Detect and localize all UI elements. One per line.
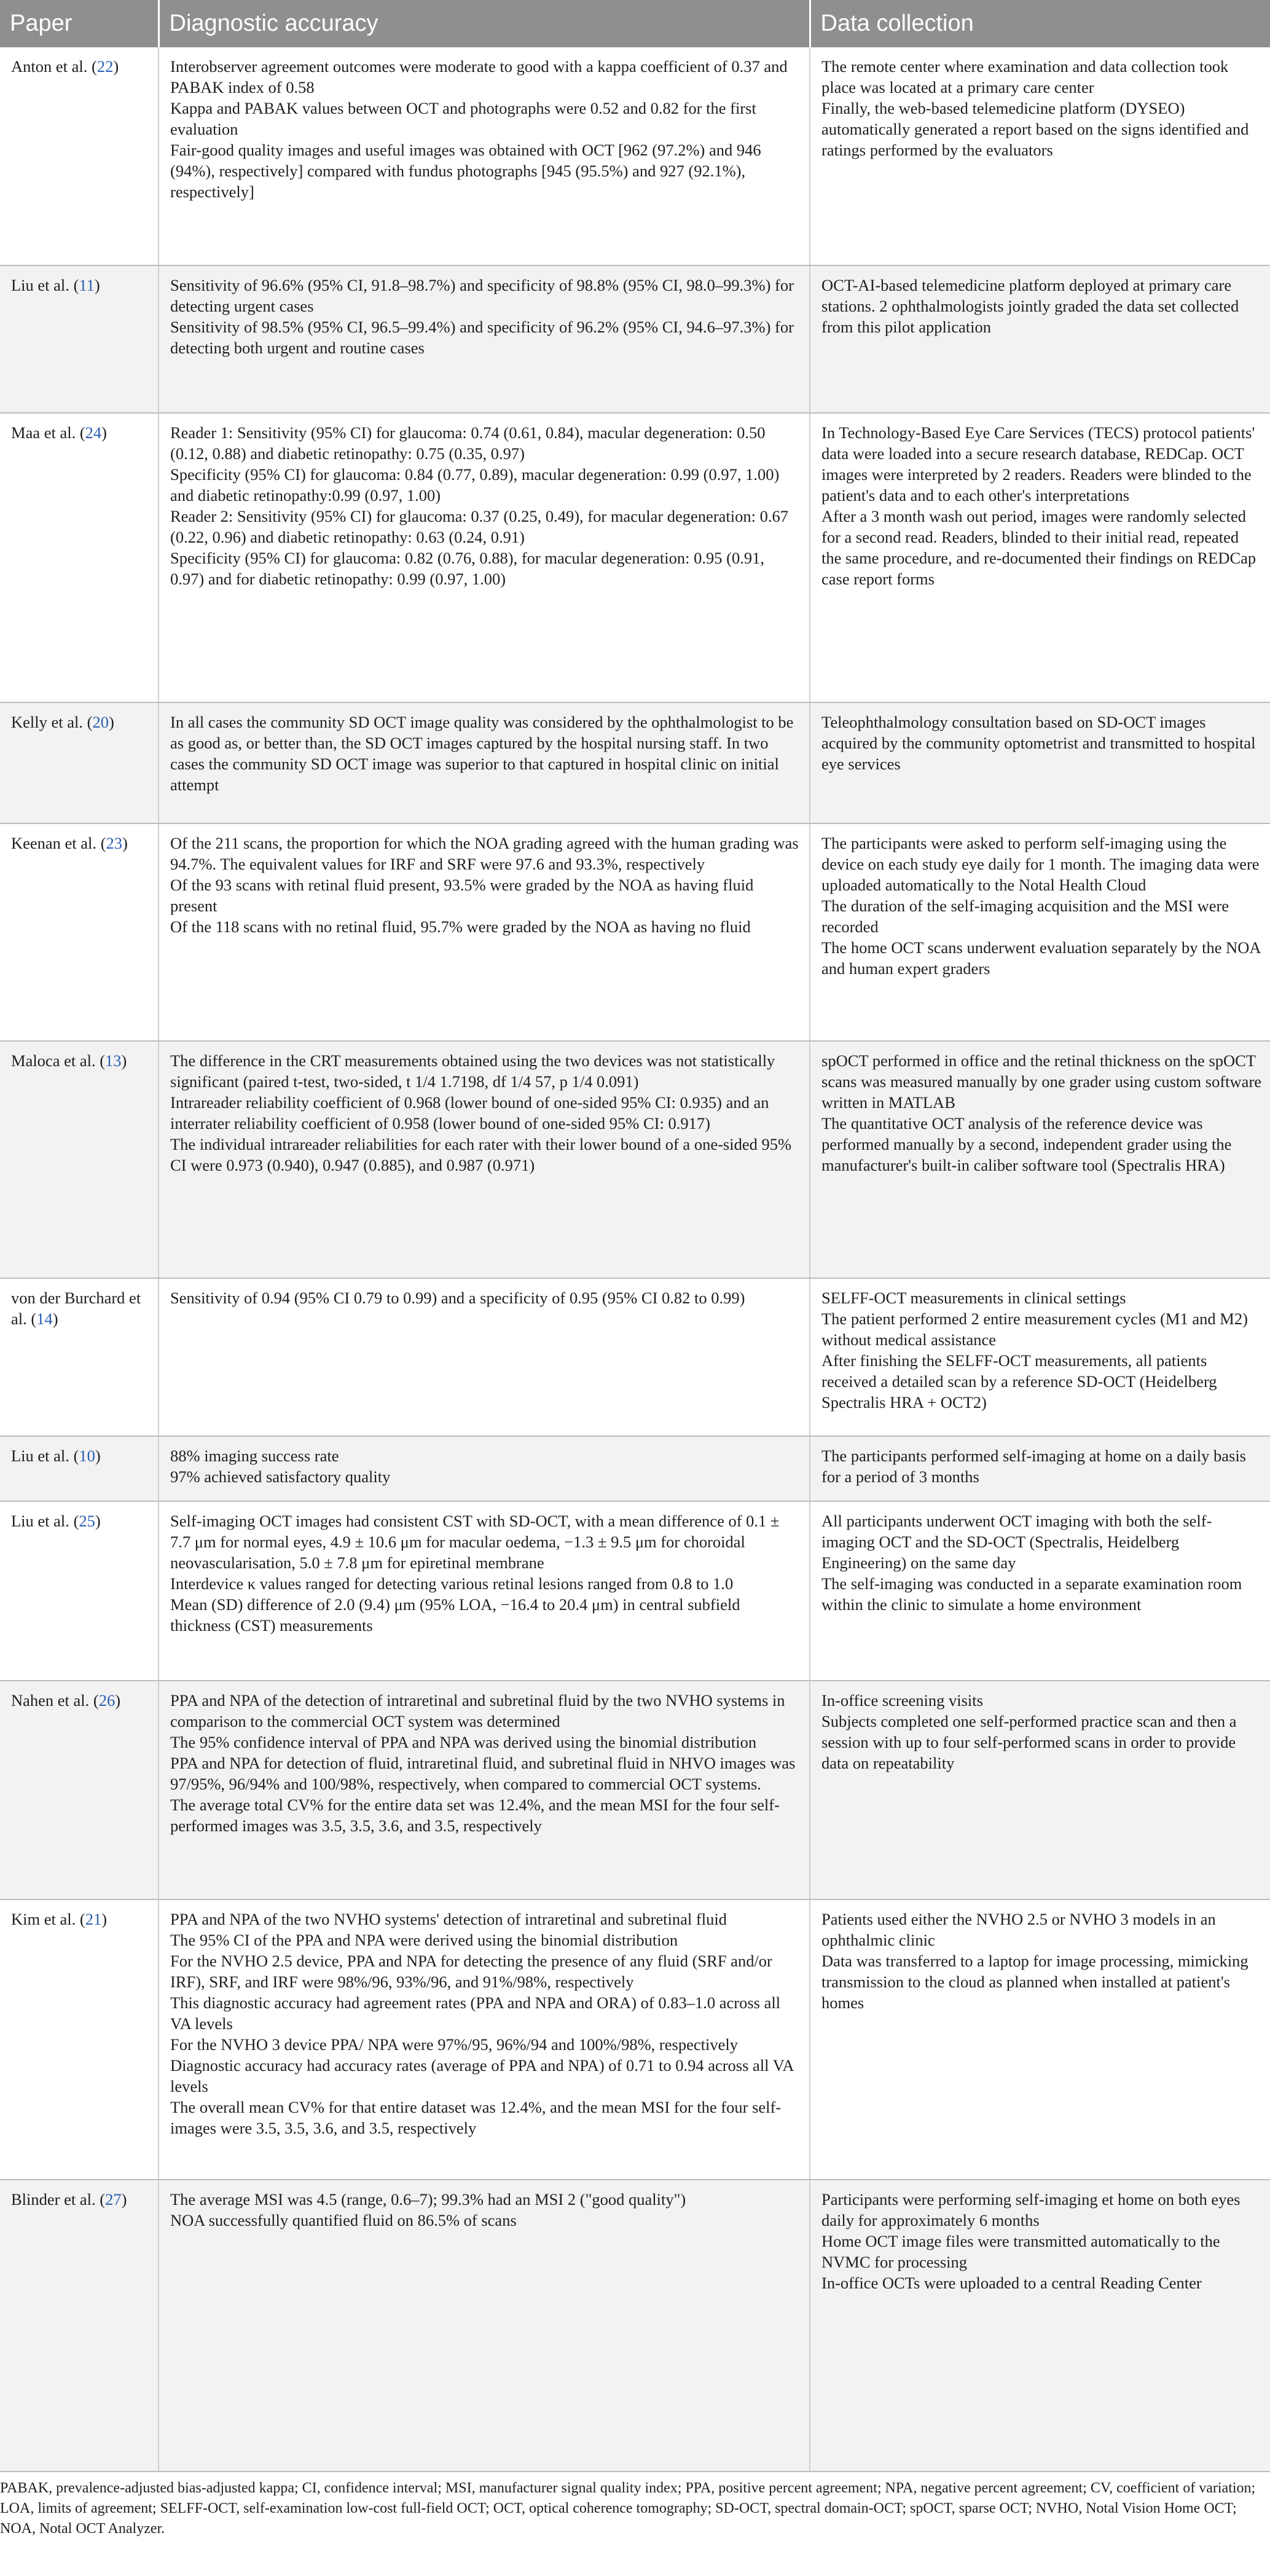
paper-cell: Liu et al. (10) xyxy=(0,1436,159,1501)
citation-link[interactable]: 14 xyxy=(36,1309,53,1328)
citation-link[interactable]: 10 xyxy=(79,1447,95,1466)
collection-line: The participants were asked to perform self-imaging using the device on each study eye daily for 1 month. The imaging data were uploaded automatically to the Notal Health Cloud xyxy=(821,834,1260,895)
data-collection-cell xyxy=(810,1436,1270,1501)
diagnostic-accuracy-cell xyxy=(159,1501,810,1681)
accuracy-line: In all cases the community SD OCT image quality was considered by the ophthalmologist to be as good as, or better than, the SD OCT images captured by the hospital nursing staff. In two cases the community SD OCT image was superior to that captured in hospital clinic on initial attempt xyxy=(170,712,794,794)
collection-line: In-office OCTs were uploaded to a central Reading Center xyxy=(821,2273,1202,2292)
data-collection-cell xyxy=(810,1278,1270,1437)
paper-cell: Maloca et al. (13) xyxy=(0,1041,159,1278)
collection-line: The home OCT scans underwent evaluation separately by the NOA and human expert graders xyxy=(821,938,1261,978)
table-header xyxy=(0,0,1270,47)
collection-line: In-office screening visits xyxy=(821,1691,983,1710)
collection-line: Home OCT image files were transmitted automatically to the NVMC for processing xyxy=(821,2231,1220,2271)
paper-author: Liu et al. xyxy=(11,1511,69,1530)
accuracy-line: Specificity (95% CI) for glaucoma: 0.82 (0.76, 0.88), for macular degeneration: 0.95 (0.91, 0.97) and for diabetic retinopathy: 0.99 (0.97, 1.00) xyxy=(170,549,764,589)
accuracy-line: Mean (SD) difference of 2.0 (9.4) μm (95% LOA, −16.4 to 20.4 μm) in central subfield thickness (CST) measurements xyxy=(170,1595,740,1635)
collection-line: After a 3 month wash out period, images were randomly selected for a second read. Readers, blinded to their initial read, repeated the same procedure, and re-documented their findings on REDCap case report forms xyxy=(821,507,1256,589)
collection-line: All participants underwent OCT imaging with both the self-imaging OCT and the SD-OCT (Spectralis, Heidelberg Engineering) on the same day xyxy=(821,1511,1212,1572)
accuracy-line: Of the 211 scans, the proportion for which the NOA grading agreed with the human grading was 94.7%. The equivalent values for IRF and SRF were 97.6 and 93.3%, respectively xyxy=(170,834,799,874)
table-body xyxy=(0,47,1270,2472)
accuracy-line: For the NVHO 3 device PPA/ NPA were 97%/95, 96%/94 and 100%/98%, respectively xyxy=(170,2035,738,2054)
accuracy-line: Sensitivity of 96.6% (95% CI, 91.8–98.7%) and specificity of 98.8% (95% CI, 98.0–99.3%) for detecting urgent cases xyxy=(170,276,794,316)
paper-author: Maa et al. xyxy=(11,423,76,442)
diagnostic-accuracy-cell xyxy=(159,1041,810,1278)
accuracy-line: Sensitivity of 98.5% (95% CI, 96.5–99.4%) and specificity of 96.2% (95% CI, 94.6–97.3%) for detecting both urgent and routine cases xyxy=(170,318,794,358)
accuracy-line: PPA and NPA of the detection of intraretinal and subretinal fluid by the two NVHO systems in comparison to the commercial OCT system was determined xyxy=(170,1691,785,1731)
table-row xyxy=(0,1436,1270,1501)
collection-line: Subjects completed one self-performed practice scan and then a session with up to four self-performed scans in order to provide data on repeatability xyxy=(821,1712,1237,1773)
table-row xyxy=(0,1041,1270,1278)
accuracy-line: Sensitivity of 0.94 (95% CI 0.79 to 0.99) and a specificity of 0.95 (95% CI 0.82 to 0.99) xyxy=(170,1288,745,1307)
citation-link[interactable]: 21 xyxy=(85,1909,102,1928)
data-collection-cell xyxy=(810,265,1270,413)
table-row xyxy=(0,1681,1270,1899)
accuracy-line: PPA and NPA of the two NVHO systems' detection of intraretinal and subretinal fluid xyxy=(170,1909,727,1928)
table-row xyxy=(0,1278,1270,1437)
collection-line: The participants performed self-imaging at home on a daily basis for a period of 3 months xyxy=(821,1447,1246,1486)
collection-line: Patients used either the NVHO 2.5 or NVHO 3 models in an ophthalmic clinic xyxy=(821,1909,1216,1949)
table-row xyxy=(0,2180,1270,2472)
paper-author: Anton et al. xyxy=(11,57,88,76)
collection-line: spOCT performed in office and the retinal thickness on the spOCT scans was measured manually by one grader using custom software written in MATLAB xyxy=(821,1051,1262,1112)
collection-line: In Technology-Based Eye Care Services (TECS) protocol patients' data were loaded into a secure research database, REDCap. OCT images were interpreted by 2 readers. Readers were blinded to the patient's data and to each other's interpretations xyxy=(821,423,1255,505)
header-paper: Paper xyxy=(0,0,159,47)
data-collection-cell xyxy=(810,2180,1270,2472)
paper-author: Keenan et al. xyxy=(11,834,97,853)
table-row xyxy=(0,413,1270,702)
paper-author: Nahen et al. xyxy=(11,1691,90,1710)
accuracy-line: The average MSI was 4.5 (range, 0.6–7); 99.3% had an MSI 2 ("good quality") xyxy=(170,2189,686,2209)
table-row xyxy=(0,823,1270,1041)
collection-line: Teleophthalmology consultation based on SD-OCT images acquired by the community optometrist and transmitted to hospital eye services xyxy=(821,712,1256,773)
diagnostic-accuracy-cell xyxy=(159,1681,810,1899)
collection-line: The remote center where examination and data collection took place was located at a primary care center xyxy=(821,57,1229,96)
header-data-collection: Data collection xyxy=(810,0,1270,47)
paper-cell: Blinder et al. (27) xyxy=(0,2180,159,2472)
accuracy-line: Specificity (95% CI) for glaucoma: 0.84 (0.77, 0.89), macular degeneration: 0.99 (0.97, 1.00) and diabetic retinopathy:0.99 (0.97, 1.00) xyxy=(170,465,780,505)
accuracy-line: The individual intrareader reliabilities for each rater with their lower bound of a one-sided 95% CI were 0.973 (0.940), 0.947 (0.885), and 0.987 (0.971) xyxy=(170,1135,792,1175)
accuracy-line: Fair-good quality images and useful images was obtained with OCT [962 (97.2%) and 946 (94%), respectively] compared with fundus photographs [945 (95.5%) and 927 (92.1%), respectively] xyxy=(170,141,761,201)
citation-link[interactable]: 25 xyxy=(79,1511,95,1530)
paper-cell: Liu et al. (25) xyxy=(0,1501,159,1681)
citation-link[interactable]: 13 xyxy=(105,1051,122,1070)
paper-cell: Kim et al. (21) xyxy=(0,1899,159,2180)
header-diagnostic-accuracy: Diagnostic accuracy xyxy=(159,0,810,47)
accuracy-line: Of the 93 scans with retinal fluid present, 93.5% were graded by the NOA as having fluid present xyxy=(170,876,754,916)
table-row xyxy=(0,1899,1270,2180)
diagnostic-accuracy-cell xyxy=(159,1899,810,2180)
accuracy-line: This diagnostic accuracy had agreement rates (PPA and NPA and ORA) of 0.83–1.0 across all VA levels xyxy=(170,1993,781,2033)
diagnostic-accuracy-cell xyxy=(159,1436,810,1501)
diagnostic-accuracy-cell xyxy=(159,1278,810,1437)
data-collection-cell xyxy=(810,823,1270,1041)
data-collection-cell xyxy=(810,47,1270,265)
paper-author: Kim et al. xyxy=(11,1909,76,1928)
table-row xyxy=(0,1501,1270,1681)
collection-line: The duration of the self-imaging acquisition and the MSI were recorded xyxy=(821,897,1229,937)
citation-link[interactable]: 20 xyxy=(92,712,109,731)
paper-author: Liu et al. xyxy=(11,276,69,295)
accuracy-line: The 95% CI of the PPA and NPA were derived using the binomial distribution xyxy=(170,1930,678,1949)
accuracy-line: Interdevice κ values ranged for detecting various retinal lesions ranged from 0.8 to 1.0 xyxy=(170,1574,734,1593)
paper-cell: von der Burchard et al. (14) xyxy=(0,1278,159,1437)
table-row xyxy=(0,47,1270,265)
citation-link[interactable]: 26 xyxy=(98,1691,116,1710)
accuracy-line: Diagnostic accuracy had accuracy rates (average of PPA and NPA) of 0.71 to 0.94 across all VA levels xyxy=(170,2056,794,2095)
accuracy-line: 97% achieved satisfactory quality xyxy=(170,1467,391,1486)
collection-line: SELFF-OCT measurements in clinical settings xyxy=(821,1288,1126,1307)
data-collection-cell xyxy=(810,413,1270,702)
accuracy-line: Self-imaging OCT images had consistent CST with SD-OCT, with a mean difference of 0.1 ± 7.7 μm for normal eyes, 4.9 ± 10.6 μm for macular oedema, −1.3 ± 9.5 μm for choroidal neovascularisation, 5.0 ± 7.8 μm for epiretinal membrane xyxy=(170,1511,780,1572)
collection-line: Data was transferred to a laptop for image processing, mimicking transmission to the cloud as planned when installed at patient's homes xyxy=(821,1951,1248,2012)
accuracy-line: The average total CV% for the entire data set was 12.4%, and the mean MSI for the four self-performed images was 3.5, 3.5, 3.6, and 3.5, respectively xyxy=(170,1796,780,1836)
accuracy-line: The difference in the CRT measurements obtained using the two devices was not statistically significant (paired t-test, two-sided, t 1/4 1.7198, df 1/4 57, p 1/4 0.091) xyxy=(170,1051,775,1091)
collection-line: The patient performed 2 entire measurement cycles (M1 and M2) without medical assistance xyxy=(821,1309,1248,1349)
paper-author: Liu et al. xyxy=(11,1447,69,1466)
accuracy-line: Interobserver agreement outcomes were moderate to good with a kappa coefficient of 0.37 and PABAK index of 0.58 xyxy=(170,57,788,96)
collection-line: The self-imaging was conducted in a separate examination room within the clinic to simulate a home environment xyxy=(821,1574,1242,1614)
data-collection-cell xyxy=(810,702,1270,823)
paper-cell: Keenan et al. (23) xyxy=(0,823,159,1041)
citation-link[interactable]: 23 xyxy=(106,834,123,853)
accuracy-line: Reader 2: Sensitivity (95% CI) for glaucoma: 0.37 (0.25, 0.49), for macular degeneration: 0.67 (0.22, 0.96) and diabetic retinopathy: 0.63 (0.24, 0.91) xyxy=(170,507,788,547)
citation-link[interactable]: 11 xyxy=(79,276,95,295)
paper-author: Blinder et al. xyxy=(11,2189,96,2209)
collection-line: Finally, the web-based telemedicine platform (DYSEO) automatically generated a report based on the signs identified and ratings performed by the evaluators xyxy=(821,99,1249,159)
citation-link[interactable]: 27 xyxy=(105,2189,122,2209)
accuracy-line: Kappa and PABAK values between OCT and photographs were 0.52 and 0.82 for the first evaluation xyxy=(170,99,756,138)
paper-author: von der Burchard et al. xyxy=(11,1288,141,1328)
accuracy-line: The 95% confidence interval of PPA and NPA was derived using the binomial distribution xyxy=(170,1733,757,1752)
accuracy-line: The overall mean CV% for that entire dataset was 12.4%, and the mean MSI for the four self-images were 3.5, 3.5, 3.6, and 3.5, respectively xyxy=(170,2097,782,2137)
accuracy-line: Intrareader reliability coefficient of 0.968 (lower bound of one-sided 95% CI: 0.935) and an interrater reliability coefficient of 0.958 (lower bound of one-sided 95% CI: 0.917) xyxy=(170,1093,769,1133)
paper-cell: Kelly et al. (20) xyxy=(0,702,159,823)
table-footnote: PABAK, prevalence-adjusted bias-adjusted kappa; CI, confidence interval; MSI, manufacturer signal quality index; PPA, positive percent agreement; NPA, negative percent agreement; CV, coefficient of variation; LOA, limits of agreement; SELFF-OCT, self-examination low-cost full-field OCT; OCT, optical coherence tomography; SD-OCT, spectral domain-OCT; spOCT, sparse OCT; NVHO, Notal Vision Home OCT; NOA, Notal OCT Analyzer. xyxy=(0,2480,1256,2537)
collection-line: The quantitative OCT analysis of the reference device was performed manually by a second, independent grader using the manufacturer's built-in caliber software tool (Spectralis HRA) xyxy=(821,1114,1232,1175)
diagnostic-accuracy-cell xyxy=(159,2180,810,2472)
accuracy-line: Of the 118 scans with no retinal fluid, 95.7% were graded by the NOA as having no fluid xyxy=(170,917,751,937)
accuracy-line: Reader 1: Sensitivity (95% CI) for glaucoma: 0.74 (0.61, 0.84), macular degeneration: 0.50 (0.12, 0.88) and diabetic retinopathy: 0.75 (0.35, 0.97) xyxy=(170,423,766,463)
diagnostic-accuracy-cell xyxy=(159,265,810,413)
accuracy-line: 88% imaging success rate xyxy=(170,1447,339,1466)
data-collection-cell xyxy=(810,1899,1270,2180)
collection-line: Participants were performing self-imaging et home on both eyes daily for approximately 6 months xyxy=(821,2189,1241,2229)
table-row xyxy=(0,265,1270,413)
collection-line: After finishing the SELFF-OCT measurements, all patients received a detailed scan by a reference SD-OCT (Heidelberg Spectralis HRA + OCT2) xyxy=(821,1351,1217,1412)
collection-line: OCT-AI-based telemedicine platform deployed at primary care stations. 2 ophthalmologists jointly graded the data set collected from this pilot application xyxy=(821,276,1239,337)
citation-link[interactable]: 24 xyxy=(85,423,102,442)
accuracy-line: NOA successfully quantified fluid on 86.5% of scans xyxy=(170,2210,517,2229)
citation-link[interactable]: 22 xyxy=(96,57,114,76)
paper-cell: Nahen et al. (26) xyxy=(0,1681,159,1899)
diagnostic-accuracy-cell xyxy=(159,47,810,265)
diagnostic-accuracy-cell xyxy=(159,702,810,823)
accuracy-line: For the NVHO 2.5 device, PPA and NPA for detecting the presence of any fluid (SRF and/or IRF), SRF, and IRF were 98%/96, 93%/96, and 91%/98%, respectively xyxy=(170,1951,772,1991)
accuracy-line: PPA and NPA for detection of fluid, intraretinal fluid, and subretinal fluid in NHVO images was 97/95%, 96/94% and 100/98%, respectively, when compared to commercial OCT systems. xyxy=(170,1754,796,1794)
data-collection-cell xyxy=(810,1681,1270,1899)
paper-author: Kelly et al. xyxy=(11,712,83,731)
data-collection-cell xyxy=(810,1041,1270,1278)
paper-cell: Liu et al. (11) xyxy=(0,265,159,413)
paper-author: Maloca et al. xyxy=(11,1051,96,1070)
table-row xyxy=(0,702,1270,823)
diagnostic-accuracy-cell xyxy=(159,823,810,1041)
diagnostic-accuracy-cell xyxy=(159,413,810,702)
paper-cell: Maa et al. (24) xyxy=(0,413,159,702)
paper-cell: Anton et al. (22) xyxy=(0,47,159,265)
data-collection-cell xyxy=(810,1501,1270,1681)
